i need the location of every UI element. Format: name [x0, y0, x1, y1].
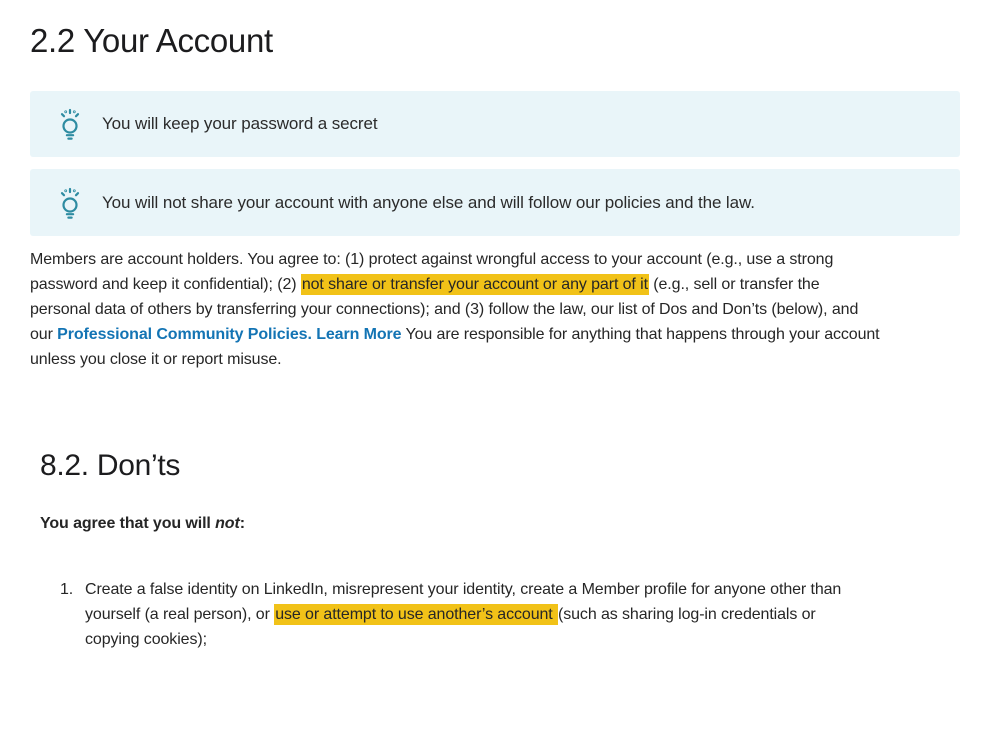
inline-link[interactable]: Learn More [316, 326, 402, 343]
highlighted-text: use or attempt to use another’s account [275, 606, 557, 623]
list-item-number: 1. [60, 581, 74, 598]
heading-donts: 8.2. Don’ts [40, 449, 181, 482]
list-item-text: Create a false identity on LinkedIn, misrepresent your identity, create a Member profile for anyone other than yourself (a real person), or use or attempt to use another’s account (such as sharing log-in credentials or copying cookies); [85, 581, 842, 648]
tip-callout-no-sharing [30, 169, 960, 236]
donts-intro: You agree that you will not: [40, 515, 245, 532]
donts-list [0, 577, 1000, 652]
highlighted-text: not share or transfer your account or any part of it [301, 276, 648, 293]
emphasized-text: not [215, 515, 240, 532]
list-item [0, 577, 1000, 652]
tip-callout-password [30, 91, 960, 157]
inline-link[interactable]: Professional Community Policies. [57, 326, 312, 343]
lightbulb-icon [55, 187, 85, 219]
account-terms-paragraph: Members are account holders. You agree to: (1) protect against wrongful access to your account (e.g., use a strong password and keep it confidential); (2) not share or transfer your account or any part of it (e.g., sell or transfer the personal data of others by transferring your connections); and (3) follow the law, our list of Dos and Don’ts (below), and our Professional Community Policies. Learn More You are responsible for anything that happens through your account unless you close it or report misuse. [30, 251, 880, 368]
tip-text: You will not share your account with anyone else and will follow our policies and the law. [102, 192, 755, 212]
lightbulb-icon [55, 108, 85, 140]
tip-text: You will keep your password a secret [102, 114, 378, 133]
heading-your-account: 2.2 Your Account [30, 22, 273, 59]
